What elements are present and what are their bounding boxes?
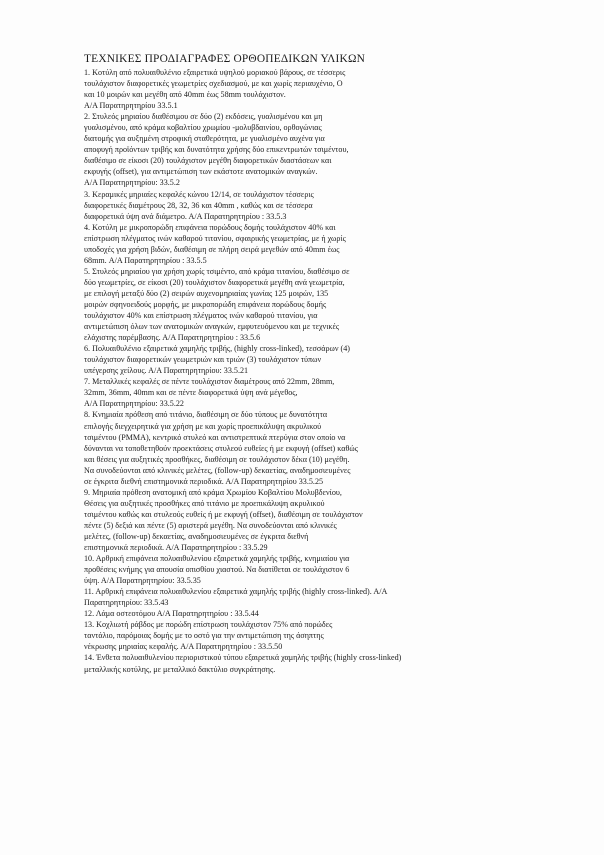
text-line: 10. Αρθρική επιφάνεια πολυαιθυλενίου εξαιρετικά χαμηλής τριβής, κνημιαίου για xyxy=(84,554,350,564)
text-line: 9. Μηριαία πρόθεση ανατομική από κράμα Χρωμίου Κοβαλτίου Μολυβδενίου, xyxy=(84,487,342,497)
text-line: εκφυγής (offset), για αντιμετώπιση των εκάστοτε ανατομικών αναγκών. xyxy=(84,167,318,177)
text-line: 32mm, 36mm, 40mm και σε πέντε διαφορετικά ύψη ανά μέγεθος, xyxy=(84,388,298,398)
text-line: διατομής για αυξημένη στροφική σταθερότητα, με γυαλισμένο αυχένα για xyxy=(84,134,325,144)
text-line: 13. Κοχλιωτή ράβδος με πορώδη επίστρωση τουλάχιστον 75% από πορώδες xyxy=(84,620,333,630)
text-line: τουλάχιστον διαφορετικές γεωμετρίες σχεδιασμού, με και χωρίς περιαυχένιο, Ο xyxy=(84,79,343,89)
text-line: επίστρωση πλέγματος ινών καθαρού τιτανίου, σφαιρικής γεωμετρίας, με ή χωρίς xyxy=(84,233,346,243)
text-line: και θέσεις για αυξητικές προσθήκες, διαθέσιμη σε τουλάχιστον δέκα (10) μεγέθη. xyxy=(84,454,350,464)
text-line: τουλάχιστον 40% και επίστρωση πλέγματος ινών καθαρού τιτανίου, για xyxy=(84,311,318,321)
text-line: δύο γεωμετρίες, σε είκοσι (20) τουλάχιστον διαφορετικά μεγέθη ανά γεωμετρία, xyxy=(84,277,345,287)
text-line: ελάχιστης παρέμβασης. Α/Α Παρατηρητηρίου : 33.5.6 xyxy=(84,333,261,343)
text-line: 14. Ένθετα πολυαιθυλενίου περιοριστικού τύπου εξαιρετικά χαμηλής τριβής (highly cross-linked) xyxy=(84,653,402,663)
text-line: 12. Λάμα οστεοτόμου Α/Α Παρατηρητηρίου : 33.5.44 xyxy=(84,609,259,619)
text-line: ταντάλιο, παρόμοιας δομής με το οστό για την αντιμετώπιση της άσηπτης xyxy=(84,631,324,641)
text-line: 7. Μεταλλικές κεφαλές σε πέντε τουλάχιστον διαμέτρους από 22mm, 28mm, xyxy=(84,377,335,387)
text-line: αντιμετώπιση όλων των ανατομικών αναγκών, εμφυτευόμενου και με τεχνικές xyxy=(84,322,340,332)
text-line: μελέτες, (follow-up) δεκαετίας, αναδημοσιευμένες σε έγκριτα διεθνή xyxy=(84,531,309,541)
text-line: υπέγερσης χείλους. Α/Α Παρατηρητηρίου: 33.5.21 xyxy=(84,366,249,376)
text-line: 1. Κοτύλη από πολυαιθυλένιο εξαιρετικά υψηλού μοριακού βάρους, σε τέσσερις xyxy=(84,68,346,77)
text-line: δύνανται να τοποθετηθούν προεκτάσεις στυλεού ευθείες ή με εκφυγή (offset) καθώς xyxy=(84,443,358,453)
document-body xyxy=(84,67,524,675)
text-line: υποδοχές για χρήση βιδών, διαθέσιμη σε πλήρη σειρά μεγεθών από 40mm έως xyxy=(84,244,340,254)
text-line: και 10 μοιρών και μεγέθη από 40mm έως 58mm τουλάχιστον. xyxy=(84,90,286,100)
text-line: γυαλισμένου, από κράμα κοβαλτίου χρωμίου -μολυβδαινίου, ορθογώνιας xyxy=(84,123,322,133)
text-line: 6. Πολυαιθυλένιο εξαιρετικά χαμηλής τριβής, (highly cross-linked), τεσσάρων (4) xyxy=(84,344,350,354)
text-line: διαθέσιμο σε είκοσι (20) τουλάχιστον μεγέθη διαφορετικών διαστάσεων και xyxy=(84,156,332,166)
text-line: επιλογής διεγχειρητικά για χρήση με και χωρίς προεπικάλυψη ακρυλικού xyxy=(84,421,322,431)
text-line: διαφορετικές διαμέτρους 28, 32, 36 και 40mm , καθώς και σε τέσσερα xyxy=(84,200,313,210)
text-line: με επιλογή μεταξύ δύο (2) σειρών αυχενομηριαίας γωνίας 125 μοιρών, 135 xyxy=(84,288,329,298)
text-line: Θέσεις για αυξητικές προσθήκες από τιτάνιο με προεπικάλυψη ακρυλικού xyxy=(84,498,325,508)
text-line: τσιμέντου (PMMA), κεντρικό στυλεό και αντιστρεπτικά πτερύγια στον οποίο να xyxy=(84,432,346,442)
text-line: 68mm. Α/Α Παρατηρητηρίου : 33.5.5 xyxy=(84,255,207,265)
text-line: τουλάχιστον διαφορετικών γεωμετριών και τριών (3) τουλάχιστον τύπων xyxy=(84,355,322,365)
text-line: 8. Κνημιαία πρόθεση από τιτάνιο, διαθέσιμη σε δύο τύπους με δυνατότητα xyxy=(84,410,328,420)
text-line: ύψη. Α/Α Παρατηρητηρίου: 33.5.35 xyxy=(84,576,201,586)
text-line: 2. Στυλεός μηριαίου διαθέσιμου σε δύο (2) εκδόσεις, γυαλισμένου και μη xyxy=(84,112,323,122)
text-line: νέκρωσης μηριαίας κεφαλής. Α/Α Παρατηρητηρίου : 33.5.50 xyxy=(84,642,283,652)
text-line: επιστημονικά περιοδικά. Α/Α Παρατηρητηρίου : 33.5.29 xyxy=(84,543,268,553)
text-line: διαφορετικά ύψη ανά διάμετρο. Α/Α Παρατηρητηρίου : 33.5.3 xyxy=(84,211,287,221)
text-line: Α/Α Παρατηρητηρίου: 33.5.22 xyxy=(84,399,184,409)
text-line: τσιμέντου καθώς και στυλεούς ευθείς ή με εκφυγή (offset), διαθέσιμη σε τουλάχιστον xyxy=(84,509,363,519)
text-line: Α/Α Παρατηρητηρίου 33.5.1 xyxy=(84,101,178,111)
text-line: προθέσεις κνήμης για απουσία οπισθίου χιαστού. Να διατίθεται σε τουλάχιστον 6 xyxy=(84,565,350,575)
text-line: Να συνοδεύονται από κλινικές μελέτες, (follow-up) δεκαετίας, αναδημοσιευμένες xyxy=(84,465,351,475)
text-line: 5. Στυλεός μηριαίου για χρήση χωρίς τσιμέντο, από κράμα τιτανίου, διαθέσιμο σε xyxy=(84,266,350,276)
text-line: 3. Κεραμικές μηριαίες κεφαλές κώνου 12/14, σε τουλάχιστον τέσσερις xyxy=(84,189,314,199)
text-line: πέντε (5) δεξιά και πέντε (5) αριστερά μεγέθη. Να συνοδεύονται από κλινικές xyxy=(84,520,337,530)
text-line: μεταλλικής κοτύλης, με μεταλλικό δακτύλιο συγκράτησης. xyxy=(84,664,276,674)
text-line: 4. Κοτύλη με μικροπορώδη επιφάνεια πορώδους δομής τουλάχιστον 40% και xyxy=(84,222,336,232)
text-line: Παρατηρητηρίου: 33.5.43 xyxy=(84,598,169,608)
text-line: σε έγκριτα διεθνή επιστημονικά περιοδικά. Α/Α Παρατηρητηρίου 33.5.25 xyxy=(84,476,324,486)
text-line: Α/Α Παρατηρητηρίου: 33.5.2 xyxy=(84,178,180,188)
text-line: μοιρών σφηνοειδούς μορφής, με μικροπορώδη επιφάνεια πορώδους δομής xyxy=(84,299,327,309)
specifications-document xyxy=(84,52,524,675)
text-line: 11. Αρθρική επιφάνεια πολυαιθυλενίου εξαιρετικά χαμηλής τριβής (highly cross-linked). Α/Α xyxy=(84,587,388,597)
document-title: ΤΕΧΝΙΚΕΣ ΠΡΟΔΙΑΓΡΑΦΕΣ ΟΡΘΟΠΕΔΙΚΩΝ ΥΛΙΚΩΝ xyxy=(84,53,366,65)
text-line: αποφυγή προϊόντων τριβής και δυνατότητα χρήσης δύο επικεντρωτών τσιμέντου, xyxy=(84,145,349,155)
